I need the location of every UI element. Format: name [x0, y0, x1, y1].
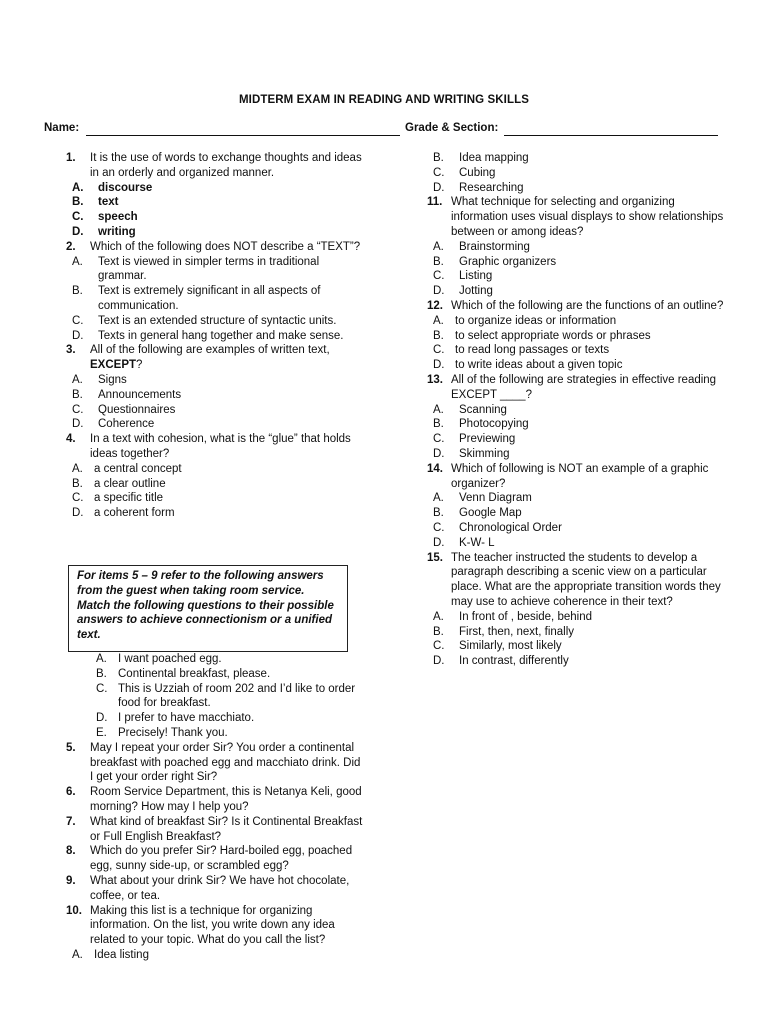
option-letter: A.	[433, 314, 444, 327]
option-text: Brainstorming	[459, 240, 530, 253]
option-text: Idea listing	[94, 948, 149, 961]
question-12	[427, 299, 727, 314]
question-2	[66, 240, 366, 255]
question-11-options	[427, 240, 727, 299]
option-c	[72, 403, 366, 418]
question-3-options	[66, 373, 366, 432]
question-text-emphasis: EXCEPT	[90, 359, 137, 372]
option-text: Announcements	[98, 388, 182, 401]
option-text: Text is viewed in simpler terms in traditional grammar.	[98, 255, 320, 283]
option-text: Skimming	[459, 447, 510, 460]
option-a	[72, 181, 366, 196]
option-text: speech	[98, 211, 138, 224]
option-letter: D.	[433, 285, 445, 298]
grade-section-blank-line[interactable]	[504, 135, 718, 136]
option-c	[433, 269, 727, 284]
question-text: Which of following is NOT an example of a graphic organizer?	[451, 462, 709, 490]
option-a	[433, 240, 727, 255]
option-a	[433, 491, 727, 506]
question-text: What kind of breakfast Sir? Is it Continental Breakfast or Full English Breakfast?	[90, 815, 363, 843]
option-text: a coherent form	[94, 507, 175, 520]
option-b	[433, 417, 727, 432]
question-text: What about your drink Sir? We have hot chocolate, coffee, or tea.	[90, 874, 350, 902]
option-letter: D.	[433, 181, 445, 194]
option-text: This is Uzziah of room 202 and I’d like to order food for breakfast.	[118, 682, 356, 710]
option-b	[72, 388, 366, 403]
option-d	[72, 225, 366, 240]
option-text: Text is extremely significant in all aspects of communication.	[98, 285, 321, 312]
answer-choice-b	[96, 667, 366, 682]
answer-choice-d	[96, 711, 366, 726]
option-text: text	[98, 196, 119, 209]
option-text: Google Map	[459, 507, 522, 520]
option-text: Continental breakfast, please.	[118, 667, 271, 680]
option-letter: D.	[433, 447, 445, 460]
option-letter: B.	[433, 255, 444, 268]
option-letter: E.	[96, 726, 107, 739]
answer-choices	[66, 652, 366, 741]
option-letter: A.	[433, 492, 444, 505]
instruction-box: For items 5 – 9 refer to the following answers from the guest when taking room service. Match the following questions to their possible answers to achieve connectionism or a unified text.	[68, 565, 348, 652]
option-letter: A.	[433, 610, 444, 623]
option-d	[433, 447, 727, 462]
question-10-options-continued	[427, 151, 727, 195]
option-letter: D.	[96, 712, 108, 725]
option-letter: D.	[72, 507, 84, 520]
question-text: Room Service Department, this is Netanya Keli, good morning? How may I help you?	[90, 786, 362, 813]
question-11	[427, 195, 727, 239]
right-column	[427, 151, 727, 669]
option-text: Precisely! Thank you.	[118, 726, 228, 739]
option-a	[433, 610, 727, 625]
option-letter: D.	[72, 225, 84, 238]
question-number: 13.	[427, 373, 443, 386]
question-text: It is the use of words to exchange thoughts and ideas in an orderly and organized manner.	[90, 152, 362, 179]
option-letter: C.	[433, 344, 445, 357]
question-number: 5.	[66, 741, 76, 754]
question-3	[66, 343, 366, 373]
question-text	[90, 343, 366, 373]
option-letter: C.	[72, 211, 84, 224]
option-letter: D.	[72, 418, 84, 431]
option-text: to read long passages or texts	[455, 344, 610, 357]
question-6	[66, 785, 366, 815]
grade-section-label: Grade & Section:	[405, 122, 499, 134]
option-letter: A.	[72, 948, 83, 961]
question-4	[66, 432, 366, 462]
option-letter: D.	[433, 359, 445, 372]
option-letter: D.	[72, 329, 84, 342]
option-b	[433, 506, 727, 521]
option-c	[72, 314, 366, 329]
answer-choice-e	[96, 726, 366, 741]
question-number: 15.	[427, 551, 443, 564]
option-letter: B.	[72, 388, 83, 401]
option-letter: C.	[96, 682, 108, 695]
option-letter: A.	[72, 181, 84, 194]
option-text: Venn Diagram	[459, 492, 532, 505]
option-letter: B.	[96, 667, 107, 680]
option-text: K-W- L	[459, 536, 495, 549]
option-text: Signs	[98, 373, 127, 386]
option-text: Coherence	[98, 418, 155, 431]
question-text-end: ?	[136, 359, 143, 372]
question-number: 10.	[66, 904, 82, 917]
question-text: Which of the following are the functions of an outline?	[451, 299, 724, 312]
option-text: to write ideas about a given topic	[455, 359, 623, 372]
option-text: Photocopying	[459, 418, 529, 431]
option-text: Idea mapping	[459, 152, 529, 164]
option-text: Researching	[459, 181, 524, 194]
question-text-main: All of the following are examples of written text,	[90, 344, 330, 357]
option-letter: A.	[72, 462, 83, 475]
question-14	[427, 462, 727, 492]
option-letter: A.	[96, 653, 107, 665]
option-text: writing	[98, 225, 136, 238]
option-text: a clear outline	[94, 477, 166, 490]
option-letter: B.	[72, 196, 84, 209]
question-12-options	[427, 314, 727, 373]
option-d	[433, 654, 727, 669]
option-text: to select appropriate words or phrases	[455, 329, 651, 342]
option-d	[433, 358, 727, 373]
question-number: 6.	[66, 786, 76, 799]
option-letter: C.	[433, 433, 445, 446]
question-text: May I repeat your order Sir? You order a continental breakfast with poached egg and macchiato drink. Did I get your order right Sir?	[90, 741, 361, 784]
option-letter: C.	[72, 403, 84, 416]
left-column	[66, 151, 366, 521]
question-15-options	[427, 610, 727, 669]
question-15	[427, 551, 727, 610]
option-text: Scanning	[459, 403, 507, 416]
option-c	[433, 432, 727, 447]
option-text: Questionnaires	[98, 403, 176, 416]
option-b	[72, 284, 366, 314]
option-letter: A.	[433, 240, 444, 253]
option-a	[72, 948, 366, 963]
option-letter: C.	[433, 270, 445, 283]
question-number: 4.	[66, 433, 76, 446]
option-c	[433, 639, 727, 654]
option-text: Text is an extended structure of syntactic units.	[98, 314, 337, 327]
option-b	[433, 255, 727, 270]
option-text: In contrast, differently	[459, 655, 569, 668]
answer-choice-a	[96, 652, 366, 667]
exam-title: MIDTERM EXAM IN READING AND WRITING SKILLS	[239, 94, 529, 106]
option-d	[72, 506, 366, 521]
question-7	[66, 815, 366, 845]
option-text: Listing	[459, 270, 493, 283]
option-b	[433, 151, 727, 166]
option-b	[72, 195, 366, 210]
option-letter: C.	[72, 492, 84, 505]
option-letter: B.	[433, 507, 444, 520]
name-grade-row	[44, 122, 724, 138]
option-a	[72, 462, 366, 477]
option-d	[72, 417, 366, 432]
option-letter: C.	[433, 640, 445, 653]
option-letter: C.	[433, 166, 445, 179]
option-a	[72, 373, 366, 388]
option-d	[433, 536, 727, 551]
option-letter: B.	[72, 477, 83, 490]
question-10-options	[66, 948, 366, 963]
question-number: 2.	[66, 240, 76, 253]
option-text: a central concept	[94, 462, 182, 475]
question-number: 9.	[66, 874, 76, 887]
question-text: Which of the following does NOT describe a “TEXT”?	[90, 240, 361, 253]
option-letter: A.	[72, 255, 83, 268]
option-c	[433, 521, 727, 536]
option-text: In front of , beside, behind	[459, 610, 592, 623]
option-text: I prefer to have macchiato.	[118, 712, 255, 725]
question-5	[66, 741, 366, 785]
option-letter: B.	[433, 329, 444, 342]
question-13	[427, 373, 727, 403]
question-number: 14.	[427, 462, 443, 475]
option-c	[433, 166, 727, 181]
option-b	[433, 625, 727, 640]
option-letter: B.	[433, 418, 444, 431]
question-9	[66, 874, 366, 904]
question-1-options	[66, 181, 366, 240]
question-text: In a text with cohesion, what is the “glue” that holds ideas together?	[90, 433, 351, 460]
question-number: 7.	[66, 815, 76, 828]
option-text: Similarly, most likely	[459, 640, 562, 653]
question-10	[66, 904, 366, 948]
option-text: a specific title	[94, 492, 164, 505]
question-number: 8.	[66, 845, 76, 858]
option-a	[433, 403, 727, 418]
option-letter: D.	[433, 536, 445, 549]
option-text: Graphic organizers	[459, 255, 557, 268]
question-number: 11.	[427, 196, 443, 209]
option-letter: A.	[433, 403, 444, 416]
option-letter: D.	[433, 655, 445, 668]
question-text: Making this list is a technique for organizing information. On the list, you write down any idea related to your topic. What do you call the list?	[90, 904, 335, 947]
question-text: Which do you prefer Sir? Hard-boiled egg, poached egg, sunny side-up, or scrambled egg?	[90, 845, 353, 873]
option-letter: C.	[72, 314, 84, 327]
option-text: Cubing	[459, 166, 496, 179]
option-b	[433, 329, 727, 344]
option-b	[72, 477, 366, 492]
option-text: I want poached egg.	[118, 653, 222, 665]
option-text: First, then, next, finally	[459, 625, 575, 638]
option-text: Previewing	[459, 433, 516, 446]
question-14-options	[427, 491, 727, 550]
option-letter: B.	[433, 625, 444, 638]
name-label: Name:	[44, 122, 80, 134]
option-d	[72, 329, 366, 344]
option-letter: B.	[433, 152, 444, 164]
question-text: All of the following are strategies in effective reading EXCEPT ____?	[451, 373, 717, 401]
option-a	[433, 314, 727, 329]
option-text: Jotting	[459, 285, 493, 298]
option-text: Texts in general hang together and make sense.	[98, 329, 344, 342]
option-a	[72, 255, 366, 285]
name-blank-line[interactable]	[86, 135, 400, 136]
option-c	[433, 343, 727, 358]
option-letter: A.	[72, 373, 83, 386]
question-4-options	[66, 462, 366, 521]
option-c	[72, 210, 366, 225]
option-d	[433, 284, 727, 299]
answer-choice-c	[96, 682, 366, 712]
question-number: 12.	[427, 299, 443, 312]
question-13-options	[427, 403, 727, 462]
question-number: 1.	[66, 152, 76, 164]
question-1	[66, 151, 366, 181]
question-text: What technique for selecting and organizing information uses visual displays to show relationships between or among ideas?	[451, 196, 724, 238]
question-8	[66, 844, 366, 874]
option-letter: B.	[72, 285, 83, 298]
option-d	[433, 181, 727, 196]
question-number: 3.	[66, 344, 76, 357]
option-text: Chronological Order	[459, 521, 562, 534]
option-letter: C.	[433, 521, 445, 534]
option-text: to organize ideas or information	[455, 314, 617, 327]
question-2-options	[66, 255, 366, 344]
option-c	[72, 491, 366, 506]
option-text: discourse	[98, 181, 153, 194]
left-column-continued	[66, 652, 366, 963]
question-text: The teacher instructed the students to develop a paragraph describing a scenic view on a particular place. What are the appropriate transition words they may use to achieve coherence in their text?	[451, 551, 721, 608]
